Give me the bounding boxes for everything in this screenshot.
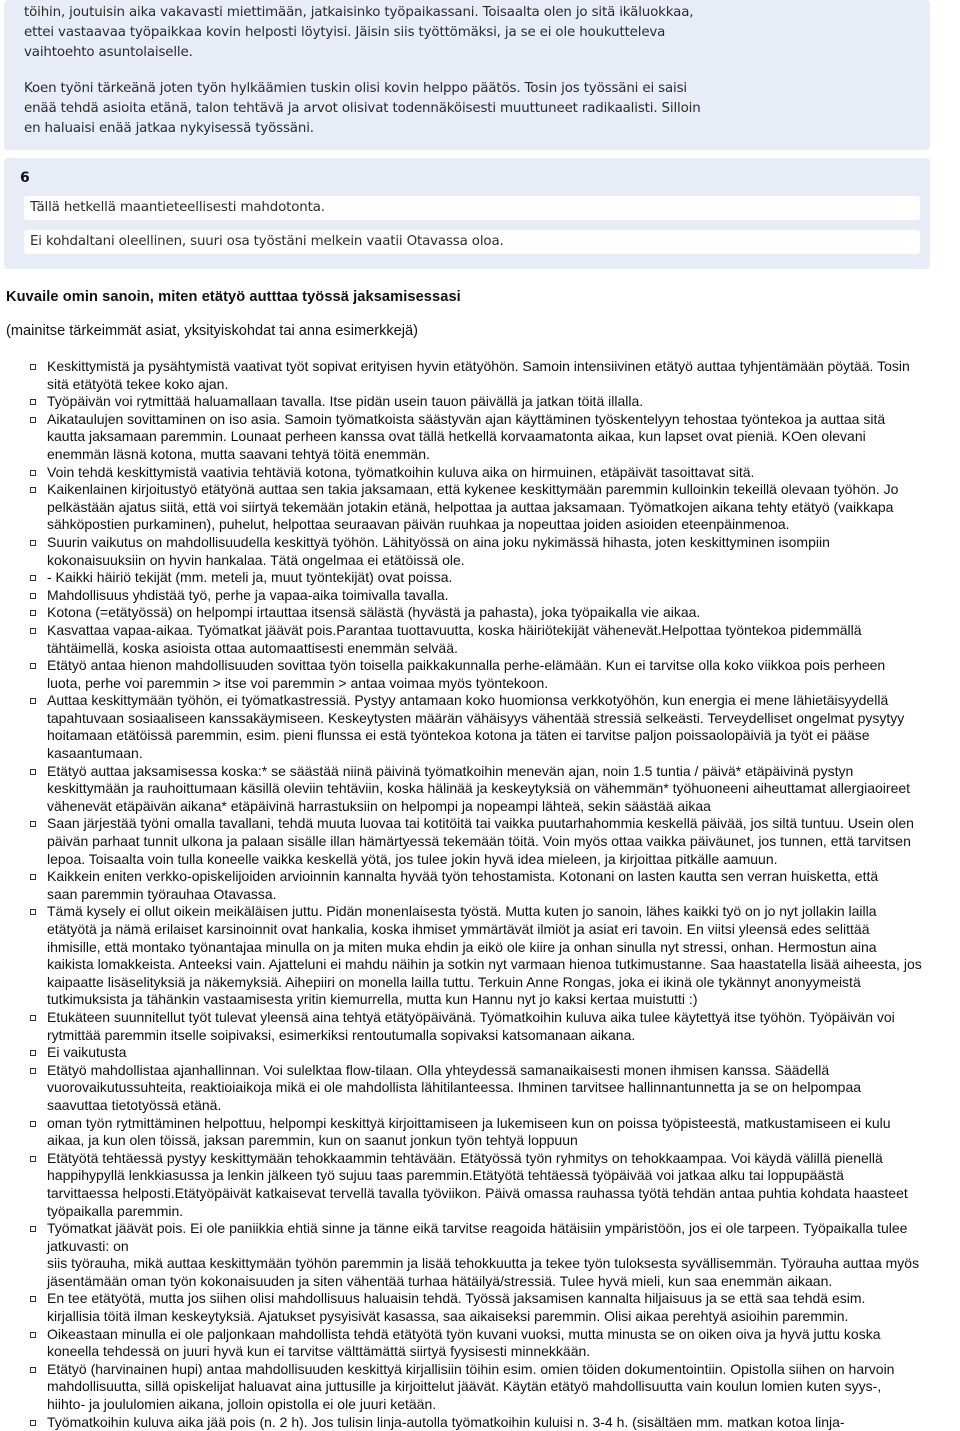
answer-box	[24, 196, 920, 220]
bullet-icon	[30, 663, 36, 669]
response-item	[0, 1326, 945, 1361]
response-line: saavuttaa tietotyössä etänä.	[47, 1096, 222, 1113]
answer-line: töihin, joutuisin aika vakavasti miettimään, jatkaisinko työpaikassani. Toisaalta olen jo sitä ikäluokkaa,	[24, 5, 694, 20]
bullet-icon	[30, 1226, 36, 1232]
response-line: Auttaa keskittymään työhön, ei työmatkastressiä. Pystyy antamaan koko huomionsa verkkotyöhön, kun energia ei mene lähietäisyydellä	[47, 692, 889, 709]
response-line: Aikataulujen sovittaminen on iso asia. Samoin työmatkoista säästyvän ajan käyttäminen työskentelyyn tehostaa työntekoa ja auttaa sitä	[47, 410, 886, 427]
bullet-icon	[30, 1068, 36, 1074]
response-line: Etätyö (harvinainen hupi) antaa mahdollisuuden keskittyä kirjallisiin töihin esim. omien töiden dokumentointiin. Opistolla siihen on harvoin	[47, 1360, 895, 1377]
response-item	[0, 1044, 945, 1062]
response-line: vuorovaikutussuhteita, reaktioiaikoja mikä ei ole mahdollista lähitilanteessa. Ihminen tarvitsee hallinnantunnetta ja se on helpompaa	[47, 1079, 862, 1096]
response-line: kaipaatte lisäselityksiä ja näkemyksiä. Aihepiiri on monella lailla tuttu. Terkuin Anne Rongas, joka ei ikinä ole tykännyt anonyymeistä	[47, 973, 861, 990]
response-line: sähköpostien purkaminen), puhelut, helpottaa seuraavan päivän ruuhkaa ja nopeuttaa joiden asioiden eteenpäinmenoa.	[47, 516, 790, 533]
bullet-icon	[30, 1156, 36, 1162]
bullet-icon	[30, 698, 36, 704]
answer-line: Koen työni tärkeänä joten työn hylkäämien tuskin olisi kovin helppo päätös. Tosin jos työssäni ei saisi	[24, 81, 687, 96]
response-line: Etätyö mahdollistaa ajanhallinnan. Voi sulelktaa flow-tilaan. Olla yhteydessä samanaikaisesti monen ihmisen kanssa. Säädellä	[47, 1061, 830, 1078]
response-line: kokonaisuuksiin on hyvin hankalaa. Tätä ongelmaa ei etätöissä ole.	[47, 551, 465, 568]
response-item	[0, 393, 945, 411]
response-item	[0, 622, 945, 657]
response-item	[0, 481, 945, 534]
response-item	[0, 358, 945, 393]
response-line: happihypyllä lenkkiasussa ja lenkin jälkeen työ sujuu taas paremmin.Etätyötä tehtäessä työpäivää voi jatkaa alku tai loppupäästä	[47, 1167, 844, 1184]
response-line: Tämä kysely ei ollut oikein meikäläisen juttu. Pidän monenlaisesta työstä. Mutta kuten jo sanoin, lähes kaikki työ on jo nyt jollakin lailla	[47, 903, 877, 920]
response-line: Ei vaikutusta	[47, 1044, 127, 1061]
bullet-icon	[30, 628, 36, 634]
response-item	[0, 411, 945, 464]
bullet-icon	[30, 1420, 36, 1426]
bullet-icon	[30, 1296, 36, 1302]
response-line: En tee etätyötä, mutta jos siihen olisi mahdollisuus haluaisin tehdä. Työssä jaksamisen kannalta hiljaisuus ja se että saa tehdä esim.	[47, 1290, 866, 1307]
response-line: Työmatkat jäävät pois. Ei ole paniikkia ehtiä sinne ja tänne eikä tarvitse reagoida hätäisiin ympäristöön, jos ei ole tarpeen. Työpaikalla tulee jatkuvasti: on	[47, 1220, 908, 1254]
question-number: 6	[20, 170, 30, 186]
bullet-icon	[30, 1332, 36, 1338]
response-line: aikaa, ja kun olen töissä, jaksan paremmin, kun on saanut jonkun työn tehtyä loppuun	[47, 1132, 578, 1149]
response-line: Kaikkein eniten verkko-opiskelijoiden arvioinnin kannalta hyvää työn tehostamista. Kotonani on lasten kautta sen verran huisketta, että	[47, 868, 879, 885]
response-line: rytmittää paremmin itselle soipivaksi, esimerkiksi rentoutumalla sopivaksi katsomanaan aikana.	[47, 1026, 636, 1043]
response-line: mahdollisuutta, sillä opiskelijat haluavat aina juttusille ja kirjoittelut jäävät. Käytän etätyö mahdollisuutta vain koulun lomien kuten syys-,	[47, 1378, 882, 1395]
answers-card-6	[4, 158, 930, 269]
answer-text: Ei kohdaltani oleellinen, suuri osa työstäni melkein vaatii Otavassa oloa.	[30, 234, 504, 249]
response-item	[0, 1361, 945, 1414]
response-line: Etukäteen suunnitellut työt tulevat yleensä aina tehtyä etätyöpäivänä. Työmatkoihin kuluva aika tulee käytettyä itse työhön. Työpäivän voi	[47, 1008, 895, 1025]
response-line: luota, perhe voi paremmin > itse voi paremmin > antaa voimaa myös työntekoon.	[47, 674, 549, 691]
response-line: Keskittymistä ja pysähtymistä vaativat työt sopivat erityisen hyvin etätyöhön. Samoin intensiivinen etätyö auttaa tyhjentämään pöytää. Tosin	[47, 358, 910, 374]
response-line: Työmatkoihin kuluva aika jää pois (n. 2 h). Jos tulisin linja-autolla työmatkoihin kuluisi n. 3-4 h. (sisältäen mm. matkan kotoa linja-	[47, 1413, 845, 1430]
response-item	[0, 569, 945, 587]
question-subtitle: (mainitse tärkeimmät asiat, yksityiskohdat tai anna esimerkkejä)	[6, 323, 419, 339]
response-item	[0, 604, 945, 622]
response-line: Etätyötä tehtäessä pystyy keskittymään tehokkaammin tehtävään. Etätyössä työn ryhmitys on tehokkaampaa. Voi käydä välillä pienellä	[47, 1149, 883, 1166]
response-line: Työpäivän voi rytmittää haluamallaan tavalla. Itse pidän usein tauon päivällä ja jatkan töitä illalla.	[47, 393, 644, 410]
response-line: pelkästään ajatus siitä, että voi siirtyä tekemään jotakin etänä, helpottaa ja auttaa jaksamaan. Työmatkojen aikana tehty etätyö (vaikkapa	[47, 498, 894, 515]
bullet-icon	[30, 487, 36, 493]
bullet-icon	[30, 821, 36, 827]
response-line: Etätyö auttaa jaksamisessa koska:* se säästää niinä päivinä työmatkoihin menevän ajan, noin 1.5 tuntia / päivä* etäpäivinä pystyn	[47, 762, 854, 779]
response-item	[0, 868, 945, 903]
bullet-icon	[30, 1121, 36, 1127]
response-line: tapahtuvaan sosiaaliseen kanssakäymiseen. Keskeytysten määrän vähäisyys vähentää stressiä selkeästi. Terveydelliset ongelmat pysytyy	[47, 709, 905, 726]
bullet-icon	[30, 470, 36, 476]
response-item	[0, 534, 945, 569]
response-line: tutkimuksista ja tähänkin vastaamisesta yritin kiemurrella, mutta kun Hannu nyt jo kaksi kertaa muistutti :)	[47, 991, 698, 1008]
response-item	[0, 1009, 945, 1044]
response-item	[0, 692, 945, 762]
response-item	[0, 1220, 945, 1290]
response-line: Oikeastaan minulla ei ole paljonkaan mahdollista tehdä etätyötä työn kuvani vuoksi, mutta minusta se on oiken oiva ja hyvä juttu koska	[47, 1325, 881, 1342]
question-title: Kuvaile omin sanoin, miten etätyö autttaa työssä jaksamisessasi	[6, 289, 461, 305]
bullet-icon	[30, 874, 36, 880]
bullet-icon	[30, 610, 36, 616]
response-line: Kasvattaa vapaa-aikaa. Työmatkat jäävät pois.Parantaa tuottavuutta, koska häiriötekijät vähenevät.Helpottaa työntekoa pidemmällä	[47, 621, 862, 638]
bullet-icon	[30, 364, 36, 370]
answer-text	[24, 3, 693, 63]
response-line: oman työn rytmittäminen helpottuu, helpompi keskittyä kirjoittamiseen ja lukemiseen kun on poissa työpisteestä, matkustamiseen ei kulu	[47, 1114, 891, 1131]
response-item	[0, 903, 945, 1009]
response-item	[0, 1062, 945, 1115]
bullet-icon	[30, 769, 36, 775]
response-line: hoitamaan etätöissä paremmin, esim. pieni flunssa ei estä työntekoa kotona ja täten ei tarvitse paljon poissaolopäiviä ja työt ei pääse	[47, 727, 870, 744]
bullet-icon	[30, 540, 36, 546]
response-line: Voin tehdä keskittymistä vaativia tehtäviä kotona, työmatkoihin kuluva aika on hirmuinen, etäpäivät tasoittavat sitä.	[47, 463, 755, 480]
answer-line: en haluaisi enää jatkaa nykyisessä työssäni.	[24, 121, 314, 136]
response-item	[0, 657, 945, 692]
response-item	[0, 1290, 945, 1325]
response-list	[0, 358, 945, 1431]
response-line: tähtäimellä, koska asioista ottaa automaattisesti enemmän selvää.	[47, 639, 458, 656]
response-line: Etätyö antaa hienon mahdollisuuden sovittaa työn toisella paikkakunnalla perhe-elämään. Kun ei tarvitse olla koko viikkoa pois perheen	[47, 657, 886, 674]
response-line: saan paremmin työrauhaa Otavassa.	[47, 885, 277, 902]
bullet-icon	[30, 575, 36, 581]
answer-box	[24, 230, 920, 254]
response-line: enemmän läsnä kotona, mutta saavani tehtyä töitä enemmän.	[47, 445, 430, 462]
response-item	[0, 1414, 945, 1431]
response-line: siis työrauha, mikä auttaa keskittymään työhön paremmin ja lisää tehokkuutta ja tekee työn tuloksesta syvällisemmän. Työrauha auttaa myös	[47, 1255, 920, 1272]
answer-text: Tällä hetkellä maantieteellisesti mahdotonta.	[30, 200, 325, 215]
response-line: Kotona (=etätyössä) on helpompi irtauttaa itsensä sälästä (hyvästä ja pahasta), joka työpaikalla vie aikaa.	[47, 604, 701, 621]
response-item	[0, 1115, 945, 1150]
response-line: työpaikalla paremmin.	[47, 1202, 184, 1219]
response-line: kirjallisia töitä ilman keskeytyksiä. Ajatukset pysyisivät kasassa, saa aikaiseksi paremmin. Olisi aikaa perehtyä asioihin paremmin.	[47, 1308, 849, 1325]
bullet-icon	[30, 1015, 36, 1021]
answer-line: enää tehdä asioita etänä, talon tehtävä ja arvot olisivat todennäköisesti muuttuneet radikaalisti. Silloin	[24, 101, 701, 116]
response-line: Kaikenlainen kirjoitustyö etätyönä auttaa sen takia jaksamaan, että kykenee keskittymään paremmin kulloinkin tekeillä olevaan työhön. Jo	[47, 481, 899, 498]
answer-text	[24, 79, 701, 139]
response-item	[0, 464, 945, 482]
response-item	[0, 815, 945, 868]
response-line: etätyötä ja nämä erilaiset karsinoinnit ovat hankalia, koska ihmiset ymmärtävät ilmiöt ja asiat eri tavoin. En viitsi yleensä edes selittää	[47, 921, 870, 937]
response-line: päivän parhaat tunnit ulkona ja palaan sisälle illan hämärtyessä tekemään töitä. Voin myös ottaa vaikka päiväunet, jos tunnen, että tarvitsen	[47, 833, 911, 850]
response-line: Suurin vaikutus on mahdollisuudella keskittyä työhön. Lähityössä on aina joku nykimässä hihasta, joten keskittyminen isompiin	[47, 533, 830, 550]
response-line: hiihto- ja joululomien aikana, jolloin opistolla ei ole juuri ketään.	[47, 1396, 437, 1413]
response-line: lepoa. Toisaalta voin tulla koneelle vaikka keskellä yötä, jos tulee jokin hyvä idea mieleen, ja kirjoittaa pitkälle aamuun.	[47, 850, 778, 867]
response-line: sitä etätyötä tekee koko ajan.	[47, 375, 229, 392]
answers-card-top	[4, 0, 930, 150]
response-line: Saan järjestää työni omalla tavallani, tehdä muuta luovaa tai kotitöitä tai vaikka puutarhahommia keskellä päivää, jos siltä tuntuu. Usein olen	[47, 815, 914, 832]
bullet-icon	[30, 399, 36, 405]
response-line: keskittymään ja rauhoittumaan käsillä oleviin tehtäviin, koska hälinää ja keskeytyksiä on vähemmän* työhuoneeni aiheuttamat allergiaoireet	[47, 780, 911, 797]
bullet-icon	[30, 417, 36, 423]
answer-line: vaihtoehto asuntolaiselle.	[24, 45, 193, 60]
response-line: koneella tehdessä on juuri hyvä kun ei tarvitse välttämättä siirtyä fyysisesti minnekkään.	[47, 1343, 591, 1360]
bullet-icon	[30, 909, 36, 915]
response-line: - Kaikki häiriö tekijät (mm. meteli ja, muut työntekijät) ovat poissa.	[47, 569, 453, 586]
answer-line: ettei vastaavaa työpaikkaa kovin helposti löytyisi. Jäisin siis työttömäksi, ja se ei ole houkutteleva	[24, 25, 666, 40]
response-item	[0, 1150, 945, 1220]
response-line: kasaantumaan.	[47, 745, 143, 762]
response-line: vähenevät etäpäivän aikana* etäpäivinä harrastuksiin on helpompi ja nopeampi lähteä, sekin säästää aikaa	[47, 797, 711, 814]
response-line: kaikista lomakkeista. Anteeksi vain. Ajatteluni ei mahdu näihin ja sotkin nyt varmaan hienoa tutkimustanne. Saa haastatella lisää aiheesta, jos	[47, 956, 922, 973]
response-line: kautta jaksamaan paremmin. Lounaat perheen kanssa ovat tällä hetkellä korvaamatonta aikaa, kun lapset ovat pieniä. KOen olevani	[47, 428, 866, 445]
response-line: Mahdollisuus yhdistää työ, perhe ja vapaa-aika toimivalla tavalla.	[47, 586, 449, 603]
response-item	[0, 587, 945, 605]
bullet-icon	[30, 593, 36, 599]
bullet-icon	[30, 1367, 36, 1373]
response-line: ihmisille, että montako työnantajaa minulla on ja miten muka ehdin ja eikö ole kiire ja onhan sinulla nyt stressi, onhan. Hermostun aina	[47, 938, 877, 955]
response-item	[0, 763, 945, 816]
response-line: jäsentämään oman työn kokonaisuuden ja siten vähentää turhaa hätäilyä/stressiä. Tulee hyvä mieli, kun saa enemmän aikaan.	[47, 1272, 833, 1289]
response-line: tarvittaessa helposti.Etätyöpäivät katkaisevat tervellä tavalla työviikon. Päivä omassa rauhassa työtä tehdän antaa puhtia kohdata haasteet	[47, 1184, 908, 1201]
bullet-icon	[30, 1050, 36, 1056]
